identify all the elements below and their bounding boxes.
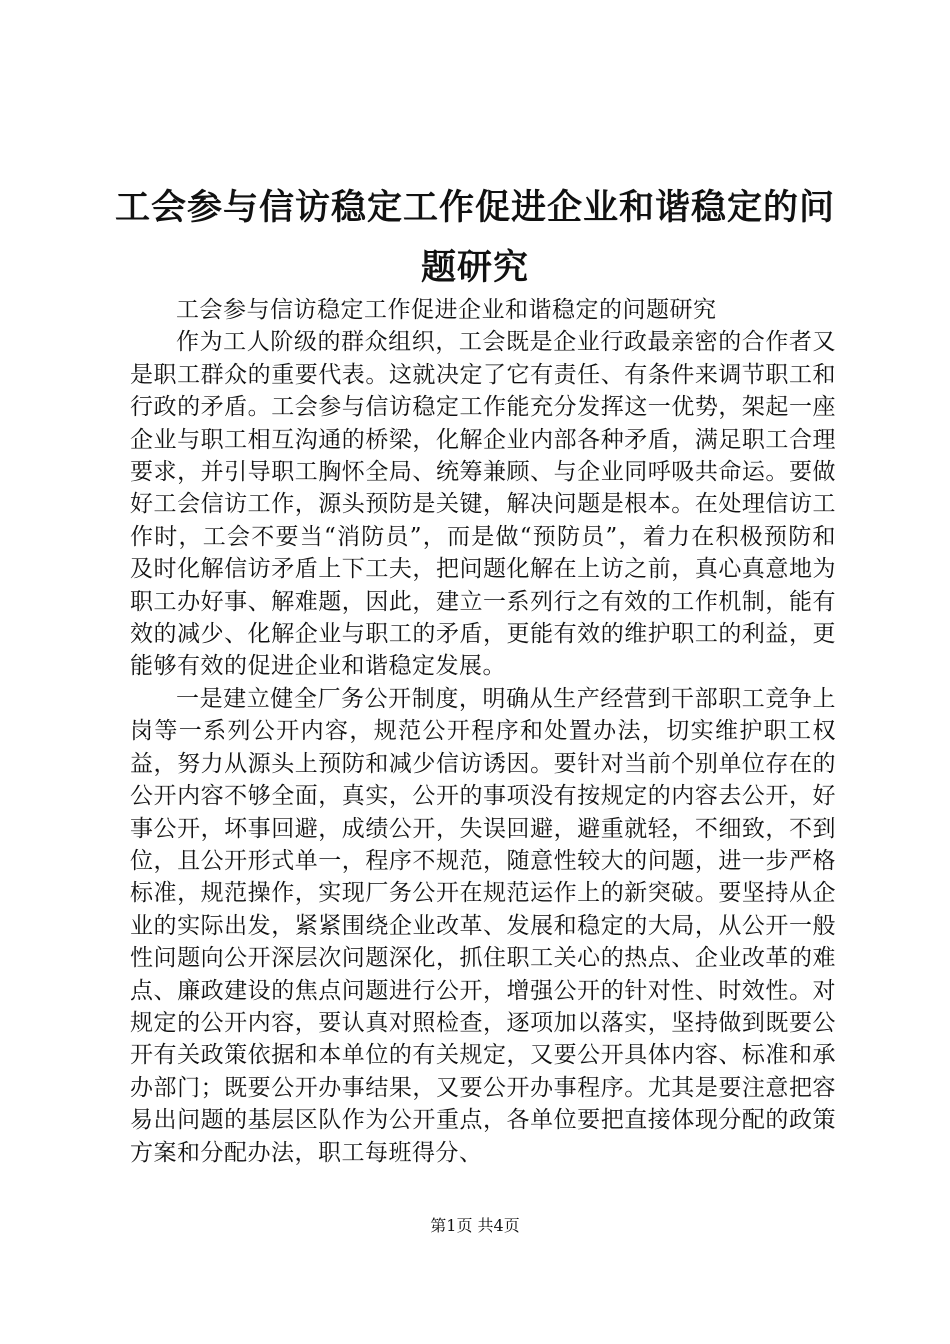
document-body xyxy=(130,294,836,1169)
page-footer: 第1页 共4页 xyxy=(430,1216,520,1235)
document-title: 工会参与信访稳定工作促进企业和谐稳定的问题研究 xyxy=(114,187,835,288)
paragraph-point-one: 一是建立健全厂务公开制度，明确从生产经营到干部职工竞争上岗等一系列公开内容，规范公开程序和处置办法，切实维护职工权益，努力从源头上预防和减少信访诱因。要针对当前个别单位存在的公开内容不够全面，真实，公开的事项没有按规定的内容去公开，好事公开，坏事回避，成绩公开，失误回避，避重就轻，不细致，不到位，且公开形式单一，程序不规范，随意性较大的问题，进一步严格标准，规范操作，实现厂务公开在规范运作上的新突破。要坚持从企业的实际出发，紧紧围绕企业改革、发展和稳定的大局，从公开一般性问题向公开深层次问题深化，抓住职工关心的热点、企业改革的难点、廉政建设的焦点问题进行公开，增强公开的针对性、时效性。对规定的公开内容，要认真对照检查，逐项加以落实，坚持做到既要公开有关政策依据和本单位的有关规定，又要公开具体内容、标准和承办部门；既要公开办事结果，又要公开办事程序。尤其是要注意把容易出问题的基层区队作为公开重点，各单位要把直接体现分配的政策方案和分配办法，职工每班得分、 xyxy=(130,685,836,1166)
paragraph-intro: 作为工人阶级的群众组织，工会既是企业行政最亲密的合作者又是职工群众的重要代表。这就决定了它有责任、有条件来调节职工和行政的矛盾。工会参与信访稳定工作能充分发挥这一优势，架起一座企业与职工相互沟通的桥梁，化解企业内部各种矛盾，满足职工合理要求，并引导职工胸怀全局、统筹兼顾、与企业同呼吸共命运。要做好工会信访工作，源头预防是关键，解决问题是根本。在处理信访工作时，工会不要当“消防员”，而是做“预防员”，着力在积极预防和及时化解信访矛盾上下工夫，把问题化解在上访之前，真心真意地为职工办好事、解难题，因此，建立一系列行之有效的工作机制，能有效的减少、化解企业与职工的矛盾，更能有效的维护职工的利益，更能够有效的促进企业和谐稳定发展。 xyxy=(130,329,836,680)
paragraph-subtitle: 工会参与信访稳定工作促进企业和谐稳定的问题研究 xyxy=(176,297,717,323)
